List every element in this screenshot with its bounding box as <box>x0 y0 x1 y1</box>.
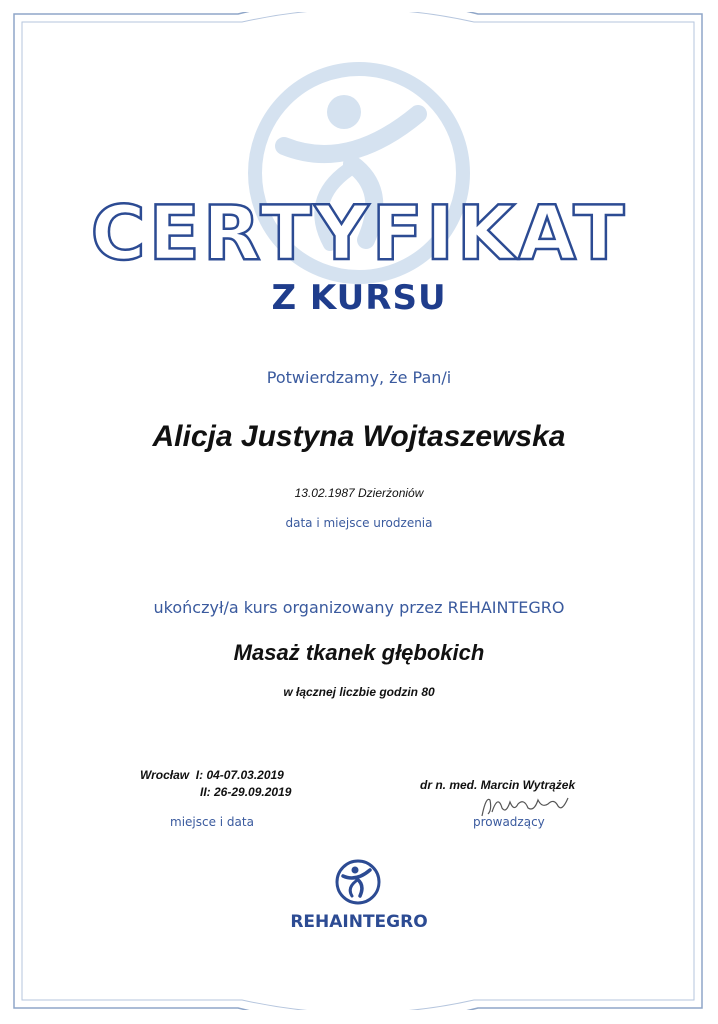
hours-text: w łącznej liczbie godzin 80 <box>283 685 435 699</box>
birth-label: data i miejsce urodzenia <box>285 516 433 530</box>
recipient-name: Alicja Justyna Wojtaszewska <box>152 420 566 453</box>
place-line-2: II: 26-29.09.2019 <box>200 785 292 799</box>
organized-text: ukończył/a kurs organizowany przez REHAINTEGRO <box>153 598 565 617</box>
lecturer-name: dr n. med. Marcin Wytrążek <box>420 778 576 792</box>
place-line-1: Wrocław I: 04-07.03.2019 <box>140 768 284 782</box>
certificate-title: CERTYFIKAT <box>90 189 628 277</box>
birth-info: 13.02.1987 Dzierżoniów <box>294 486 424 500</box>
course-name: Masaż tkanek głębokich <box>233 640 485 665</box>
confirm-text: Potwierdzamy, że Pan/i <box>266 368 452 387</box>
certificate-subtitle: Z KURSU <box>271 278 447 318</box>
place-and-dates <box>140 768 291 799</box>
lecturer-label: prowadzący <box>473 815 545 829</box>
brand-name: REHAINTEGRO <box>290 912 428 932</box>
place-label: miejsce i data <box>170 815 254 829</box>
rehaintegro-logo-icon <box>334 858 382 906</box>
